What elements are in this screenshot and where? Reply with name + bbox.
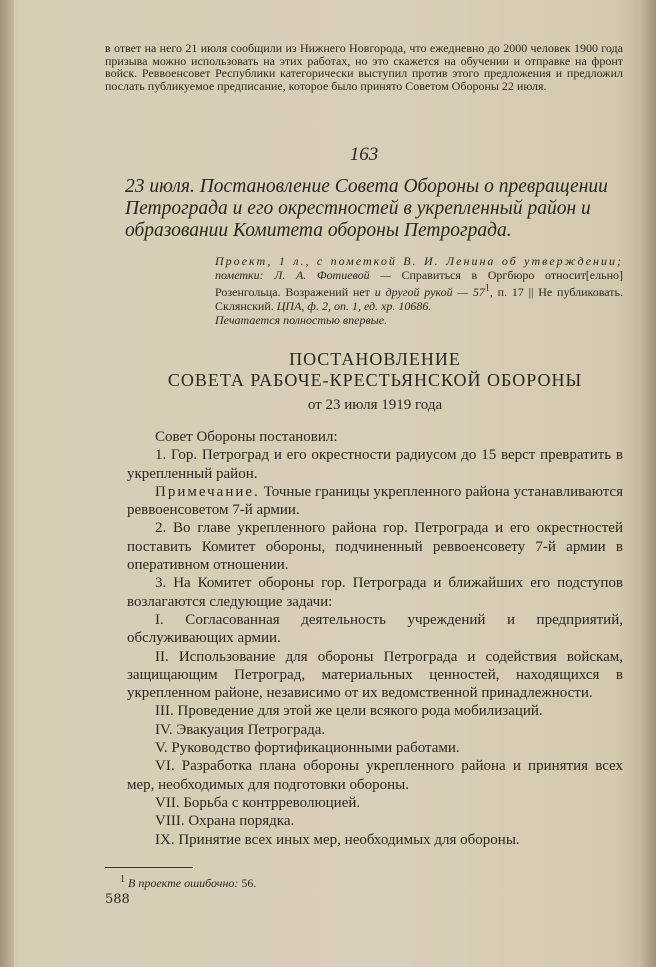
resolution-date: от 23 июля 1919 года — [307, 397, 443, 413]
paragraph-note — [127, 483, 623, 520]
footnote — [120, 874, 623, 891]
page-content — [105, 42, 623, 891]
council-heading: СОВЕТА РАБОЧЕ-КРЕСТЬЯНСКОЙ ОБОРОНЫ — [167, 370, 583, 390]
footnote-mark: 1 — [120, 873, 125, 885]
resolution-heading: ПОСТАНОВЛЕНИЕ — [289, 349, 461, 369]
note-text: Точные границы укрепленного района устанавливаются реввоенсоветом 7-й армии. — [127, 483, 623, 519]
page-number: 588 — [105, 892, 130, 907]
document-title: 23 июля. Постановление Совета Обороны о превращении Петрограда и его окрестностей в укрепленный район и образовании Комитета обороны Петрограда. — [125, 176, 608, 241]
task-ix: IX. Принятие всех иных мер, необходимых для обороны. — [155, 831, 520, 848]
footnote-text: В проекте ошибочно: — [128, 875, 239, 890]
task-v: V. Руководство фортификационными работами. — [155, 740, 460, 757]
source-part-6: ЦПА, ф. 2, оп. 1, ед. хр. 10686. — [276, 299, 432, 313]
resolution-body — [127, 428, 623, 849]
paragraph-item-3: 3. На Комитет обороны гор. Петрограда и ближайших его подступов возлагаются следующие задачи: — [127, 575, 623, 610]
task-iii: III. Проведение для этой же цели всякого рода мобилизаций. — [155, 703, 543, 720]
task-viii: VIII. Охрана порядка. — [155, 813, 295, 830]
task-i: I. Согласованная деятельность учреждений и предприятий, обслуживающих армии. — [127, 611, 623, 647]
page-binding-shadow — [0, 0, 14, 967]
source-part-2: пометки: Л. А. Фотиевой — — [215, 268, 391, 282]
paragraph-item-1: 1. Гор. Петроград и его окрестности радиусом до 15 верст превратить в укрепленный район. — [127, 447, 623, 482]
paragraph-intro: Совет Обороны постановил: — [155, 429, 338, 445]
document-number: 163 — [349, 144, 379, 165]
source-part-5: , п. 17 || Не публиковать. Склянский. — [215, 285, 623, 313]
task-vi: VI. Разработка плана обороны укрепленного района и принятия всех мер, необходимых для подготовки обороны. — [127, 758, 623, 793]
source-part-4: и другой рукой — 57 — [374, 285, 485, 299]
intro-paragraph: в ответ на него 21 июля сообщили из Нижнего Новгорода, что ежедневно до 2000 человек 1900 года призыва можно использовать на этих работах, но это скажется на обучении и отправке на фронт войск. Реввоенсовет Республики категорически выступил против этого предложения и предложил послать публикуемое предписание, которое было принято Советом Обороны 22 июля. — [105, 41, 623, 93]
page-edge-shadow — [638, 0, 656, 967]
source-part-7: Печатается полностью впервые. — [215, 313, 388, 327]
note-label: Примечание. — [155, 483, 260, 500]
source-footnote-mark: 1 — [484, 283, 490, 294]
footnote-divider — [105, 867, 193, 868]
source-note — [215, 254, 623, 327]
paragraph-item-2: 2. Во главе укрепленного района гор. Петрограда и его окрестностей поставить Комитет обороны, подчиненный реввоенсовету 7-й армии в оперативном отношении. — [127, 520, 623, 574]
task-iv: IV. Эвакуация Петрограда. — [155, 721, 326, 738]
source-part-3: Справиться в Оргбюро относит[ельно] Розенгольца. Возражений нет — [215, 268, 624, 299]
task-vii: VII. Борьба с контрреволюцией. — [155, 794, 361, 811]
footnote-value: 56. — [241, 875, 257, 890]
task-ii: II. Использование для обороны Петрограда и содействия войскам, защищающим Петроград, материальных ценностей, находящихся в укрепленном районе, независимо от их ведомственной принадлежности. — [127, 648, 623, 702]
source-part-1: Проект, 1 л., с пометкой В. И. Ленина об утверждении; — [215, 254, 623, 268]
